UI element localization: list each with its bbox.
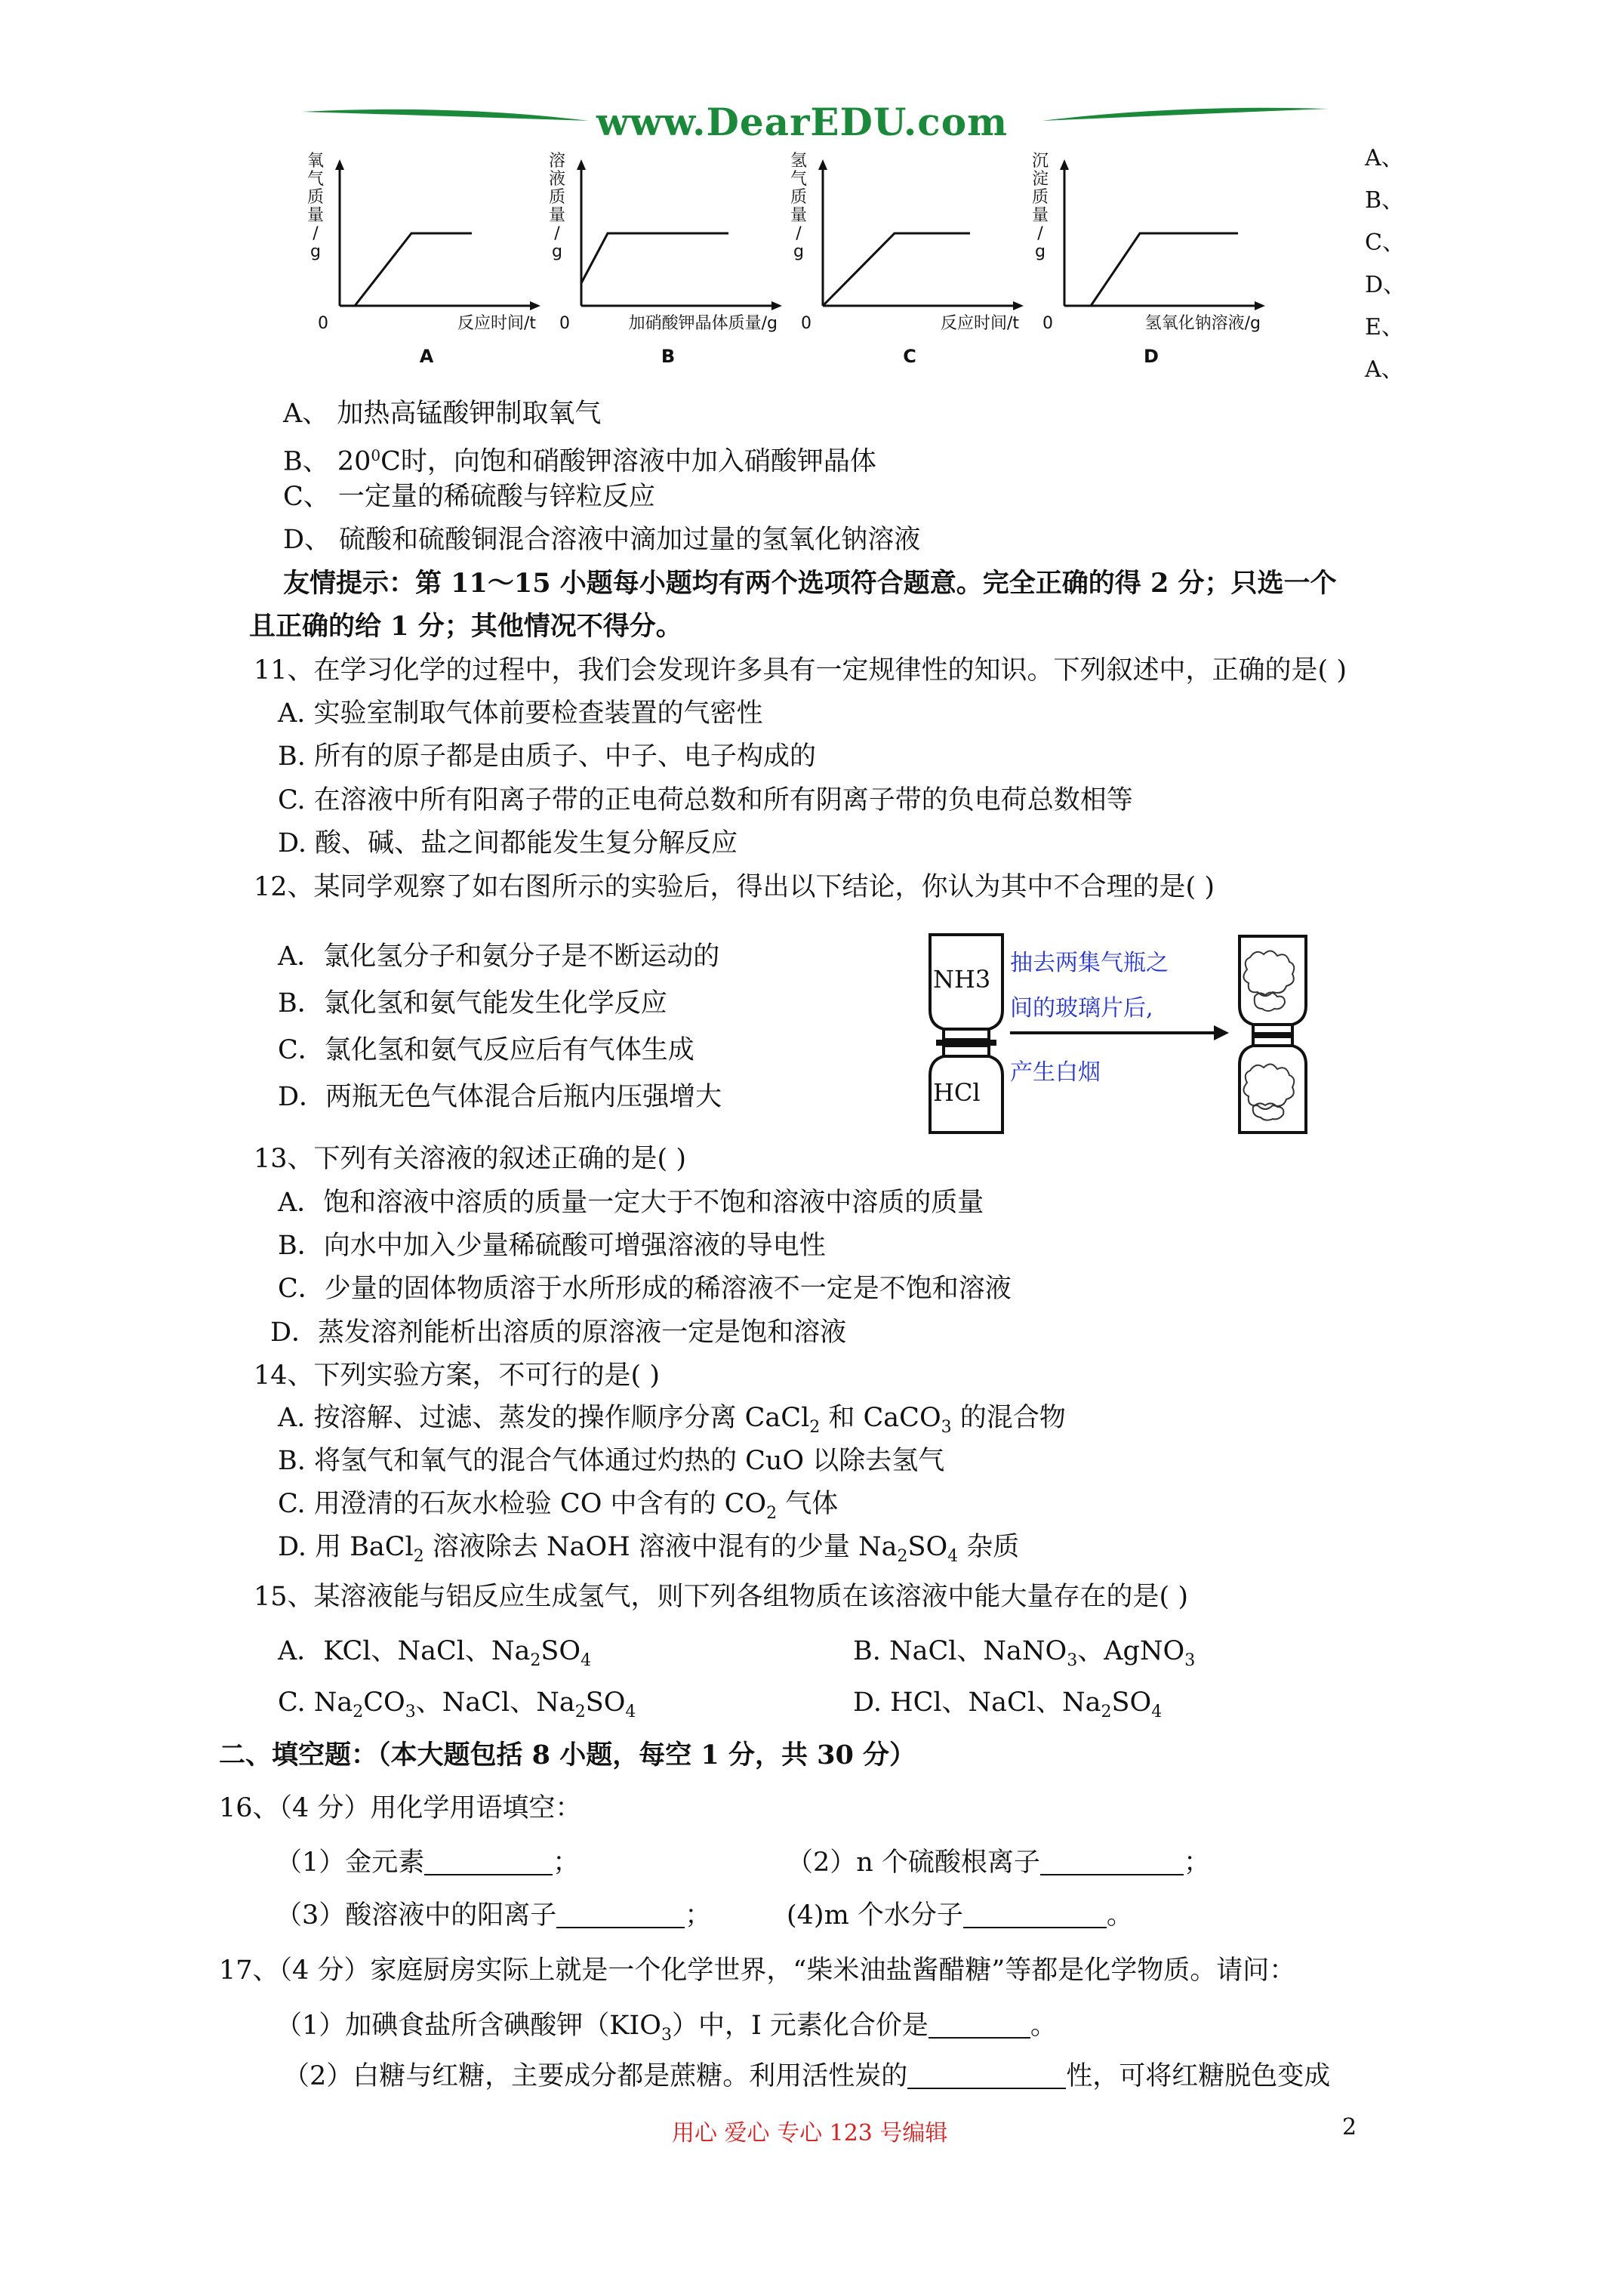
graph-ylabel-char: 量 bbox=[790, 206, 808, 225]
graph-ylabel-char: 沉 bbox=[1031, 152, 1049, 171]
q14-option-b: B. 将氢气和氧气的混合气体通过灼热的 CuO 以除去氢气 bbox=[278, 1446, 945, 1476]
q17-item-2: （2）白糖与红糖，主要成分都是蔗糖。利用活性炭的 性，可将红糖脱色变成 bbox=[283, 2061, 1331, 2091]
graph-letter-label: C bbox=[903, 346, 916, 367]
graph-ylabel-char: 量 bbox=[306, 206, 325, 225]
graph-ylabel-char: 质 bbox=[548, 188, 566, 207]
q17-stem: 17、（4 分）家庭厨房实际上就是一个化学世界，“柴米油盐酱醋糖”等都是化学物质。请问： bbox=[219, 1955, 1296, 1986]
side-letter: A、 bbox=[1365, 356, 1404, 383]
q11-option-a: A. 实验室制取气体前要检查装置的气密性 bbox=[278, 698, 763, 729]
graph-ylabel-char: 液 bbox=[548, 170, 566, 189]
graph-ylabel-char: 氢 bbox=[790, 152, 808, 171]
graph-ylabel-char: / bbox=[796, 224, 802, 243]
graph-ylabel-char: / bbox=[313, 224, 319, 243]
graph-origin-label: 0 bbox=[801, 314, 812, 333]
tip-line-1: 友情提示：第 11～15 小题每小题均有两个选项符合题意。完全正确的得 2 分；只选一个 bbox=[283, 568, 1337, 599]
side-letter: C、 bbox=[1365, 230, 1405, 256]
answer-blank[interactable] bbox=[1040, 1851, 1184, 1875]
q12-stem: 12、某同学观察了如右图所示的实验后，得出以下结论，你认为其中不合理的是( ) bbox=[254, 872, 1215, 902]
q10-option-b: B、 $20^0C$时，向饱和硝酸钾溶液中加入硝酸钾晶体 bbox=[283, 446, 876, 477]
graph-ylabel-char: / bbox=[1037, 224, 1043, 243]
q14-option-a: A. 按溶解、过滤、蒸发的操作顺序分离 CaCl$_2$ 和 CaCO$_3$ 的混合物 bbox=[278, 1403, 1066, 1437]
graph-arrow-icon bbox=[818, 159, 827, 170]
graph-ylabel-char: 气 bbox=[790, 170, 808, 189]
figure-note-line-3: 产生白烟 bbox=[1010, 1059, 1101, 1086]
q13-option-a: A．饱和溶液中溶质的质量一定大于不饱和溶液中溶质的质量 bbox=[278, 1188, 984, 1218]
side-letter-column bbox=[1365, 137, 1406, 391]
graph-xlabel: 氢氧化钠溶液/g bbox=[1144, 314, 1261, 333]
q16-item-3: （3）酸溶液中的阳离子 ； bbox=[276, 1900, 712, 1931]
graph-curve bbox=[823, 233, 970, 306]
answer-blank[interactable] bbox=[556, 1904, 685, 1928]
side-letter: A、 bbox=[1365, 145, 1404, 171]
answer-blank[interactable] bbox=[424, 1851, 553, 1875]
q16-item-4: (4)m 个水分子 。 bbox=[787, 1900, 1133, 1931]
graph-origin-label: 0 bbox=[559, 314, 570, 333]
q14-option-d: D. 用 BaCl$_2$ 溶液除去 NaOH 溶液中混有的少量 $Na_2SO_4$ 杂质 bbox=[278, 1532, 1020, 1566]
graph-xlabel: 反应时间/t bbox=[940, 314, 1019, 333]
q12-option-c: C．氯化氢和氨气反应后有气体生成 bbox=[278, 1035, 694, 1065]
q16-item-2: （2）n 个硫酸根离子 ； bbox=[787, 1848, 1210, 1878]
footer-center-text: 用心 爱心 专心 123 号编辑 bbox=[672, 2120, 948, 2147]
tip-line-2: 且正确的给 1 分；其他情况不得分。 bbox=[249, 611, 682, 642]
q16-stem: 16、（4 分）用化学用语填空： bbox=[219, 1793, 582, 1823]
q10-graph-panel bbox=[287, 143, 1283, 378]
q10-option-d: D、 硫酸和硫酸铜混合溶液中滴加过量的氢氧化钠溶液 bbox=[283, 525, 921, 555]
q12-option-a: A．氯化氢分子和氨分子是不断运动的 bbox=[278, 942, 720, 972]
graph-ylabel-char: 溶 bbox=[548, 152, 566, 171]
graph-ylabel-char: 质 bbox=[306, 188, 325, 207]
q16-item-1: （1）金元素 ； bbox=[276, 1848, 580, 1878]
side-letter: D、 bbox=[1365, 272, 1406, 298]
q15-option-a: A．KCl、NaCl、$Na_2SO_4$ bbox=[278, 1636, 592, 1670]
graph-origin-label: 0 bbox=[1042, 314, 1053, 333]
graph-curve bbox=[1091, 233, 1238, 306]
graph-arrow-icon bbox=[530, 301, 540, 310]
q17-item-1: （1）加碘食盐所含碘酸钾$(KIO_3)$中，I 元素化合价是 。 bbox=[276, 2011, 1057, 2045]
graph-arrow-icon bbox=[335, 159, 344, 170]
q12-option-d: D．两瓶无色气体混合后瓶内压强增大 bbox=[278, 1082, 722, 1112]
graph-ylabel-char: 量 bbox=[1031, 206, 1049, 225]
header-logo: www.DearEDU.com bbox=[596, 100, 1009, 144]
side-letter: E、 bbox=[1365, 314, 1404, 341]
page-number: 2 bbox=[1342, 2114, 1357, 2140]
graph-xlabel: 加硝酸钾晶体质量/g bbox=[628, 314, 778, 333]
q15-option-c: C. $Na_2CO_3$、NaCl、$Na_2SO_4$ bbox=[278, 1687, 636, 1721]
graph-arrow-icon bbox=[771, 301, 782, 310]
q11-stem: 11、在学习化学的过程中，我们会发现许多具有一定规律性的知识。下列叙述中，正确的是( ) bbox=[254, 655, 1347, 686]
nh3-label: NH3 bbox=[933, 965, 991, 994]
graph-xlabel: 反应时间/t bbox=[457, 314, 536, 333]
q12-option-b: B．氯化氢和氨气能发生化学反应 bbox=[278, 988, 667, 1019]
graph-ylabel-char: 淀 bbox=[1031, 170, 1049, 189]
q14-stem: 14、下列实验方案，不可行的是( ) bbox=[254, 1361, 660, 1391]
q13-option-c: C．少量的固体物质溶于水所形成的稀溶液不一定是不饱和溶液 bbox=[278, 1274, 1012, 1304]
graph-arrow-icon bbox=[577, 159, 586, 170]
graph-ylabel-char: g bbox=[310, 242, 321, 261]
graph-ylabel-char: 氧 bbox=[306, 152, 325, 171]
section-2-title: 二、填空题：（本大题包括 8 小题，每空 1 分，共 30 分） bbox=[219, 1740, 916, 1771]
answer-blank[interactable] bbox=[963, 1904, 1107, 1928]
graph-ylabel-char: g bbox=[793, 242, 804, 261]
q15-option-d: D. HCl、NaCl、$Na_2SO_4$ bbox=[853, 1687, 1163, 1721]
q11-option-d: D. 酸、碱、盐之间都能发生复分解反应 bbox=[278, 828, 738, 858]
graph-letter-label: D bbox=[1144, 346, 1159, 367]
graph-origin-label: 0 bbox=[318, 314, 328, 333]
graph-ylabel-char: 气 bbox=[306, 170, 325, 189]
q15-stem: 15、某溶液能与铝反应生成氢气，则下列各组物质在该溶液中能大量存在的是( ) bbox=[254, 1582, 1188, 1612]
graph-ylabel-char: 质 bbox=[1031, 188, 1049, 207]
graph-curve bbox=[355, 233, 472, 306]
figure-note-line-1: 抽去两集气瓶之 bbox=[1010, 950, 1169, 976]
q13-option-d: D．蒸发溶剂能析出溶质的原溶液一定是饱和溶液 bbox=[270, 1318, 847, 1348]
side-letter: B、 bbox=[1365, 187, 1405, 214]
q11-option-c: C. 在溶液中所有阳离子带的正电荷总数和所有阴离子带的负电荷总数相等 bbox=[278, 785, 1133, 815]
graph-arrow-icon bbox=[1013, 301, 1024, 310]
graph-ylabel-char: g bbox=[552, 242, 562, 261]
figure-note-line-2: 间的玻璃片后, bbox=[1010, 995, 1153, 1022]
graph-ylabel-char: / bbox=[554, 224, 560, 243]
graph-arrow-icon bbox=[1060, 159, 1069, 170]
q14-option-c: C. 用澄清的石灰水检验 CO 中含有的 $CO_2$ 气体 bbox=[278, 1489, 839, 1523]
arrow-right-icon bbox=[1214, 1025, 1229, 1040]
q11-option-b: B. 所有的原子都是由质子、中子、电子构成的 bbox=[278, 741, 816, 772]
graph-curve bbox=[581, 233, 728, 283]
graph-ylabel-char: g bbox=[1035, 242, 1046, 261]
q10-option-c: C、 一定量的稀硫酸与锌粒反应 bbox=[283, 482, 655, 512]
graph-ylabel-char: 量 bbox=[548, 206, 566, 225]
hcl-label: HCl bbox=[933, 1078, 981, 1107]
graph-arrow-icon bbox=[1255, 301, 1265, 310]
q15-option-b: B. NaCl、NaNO$_3$、AgNO$_3$ bbox=[853, 1636, 1196, 1670]
q13-stem: 13、下列有关溶液的叙述正确的是( ) bbox=[254, 1144, 686, 1174]
graph-letter-label: A bbox=[419, 346, 434, 367]
answer-blank[interactable] bbox=[907, 2065, 1066, 2089]
answer-blank[interactable] bbox=[929, 2014, 1030, 2039]
q13-option-b: B．向水中加入少量稀硫酸可增强溶液的导电性 bbox=[278, 1231, 826, 1261]
q10-option-a: A、 加热高锰酸钾制取氧气 bbox=[283, 399, 602, 429]
graph-ylabel-char: 质 bbox=[790, 188, 808, 207]
graph-letter-label: B bbox=[661, 346, 676, 367]
